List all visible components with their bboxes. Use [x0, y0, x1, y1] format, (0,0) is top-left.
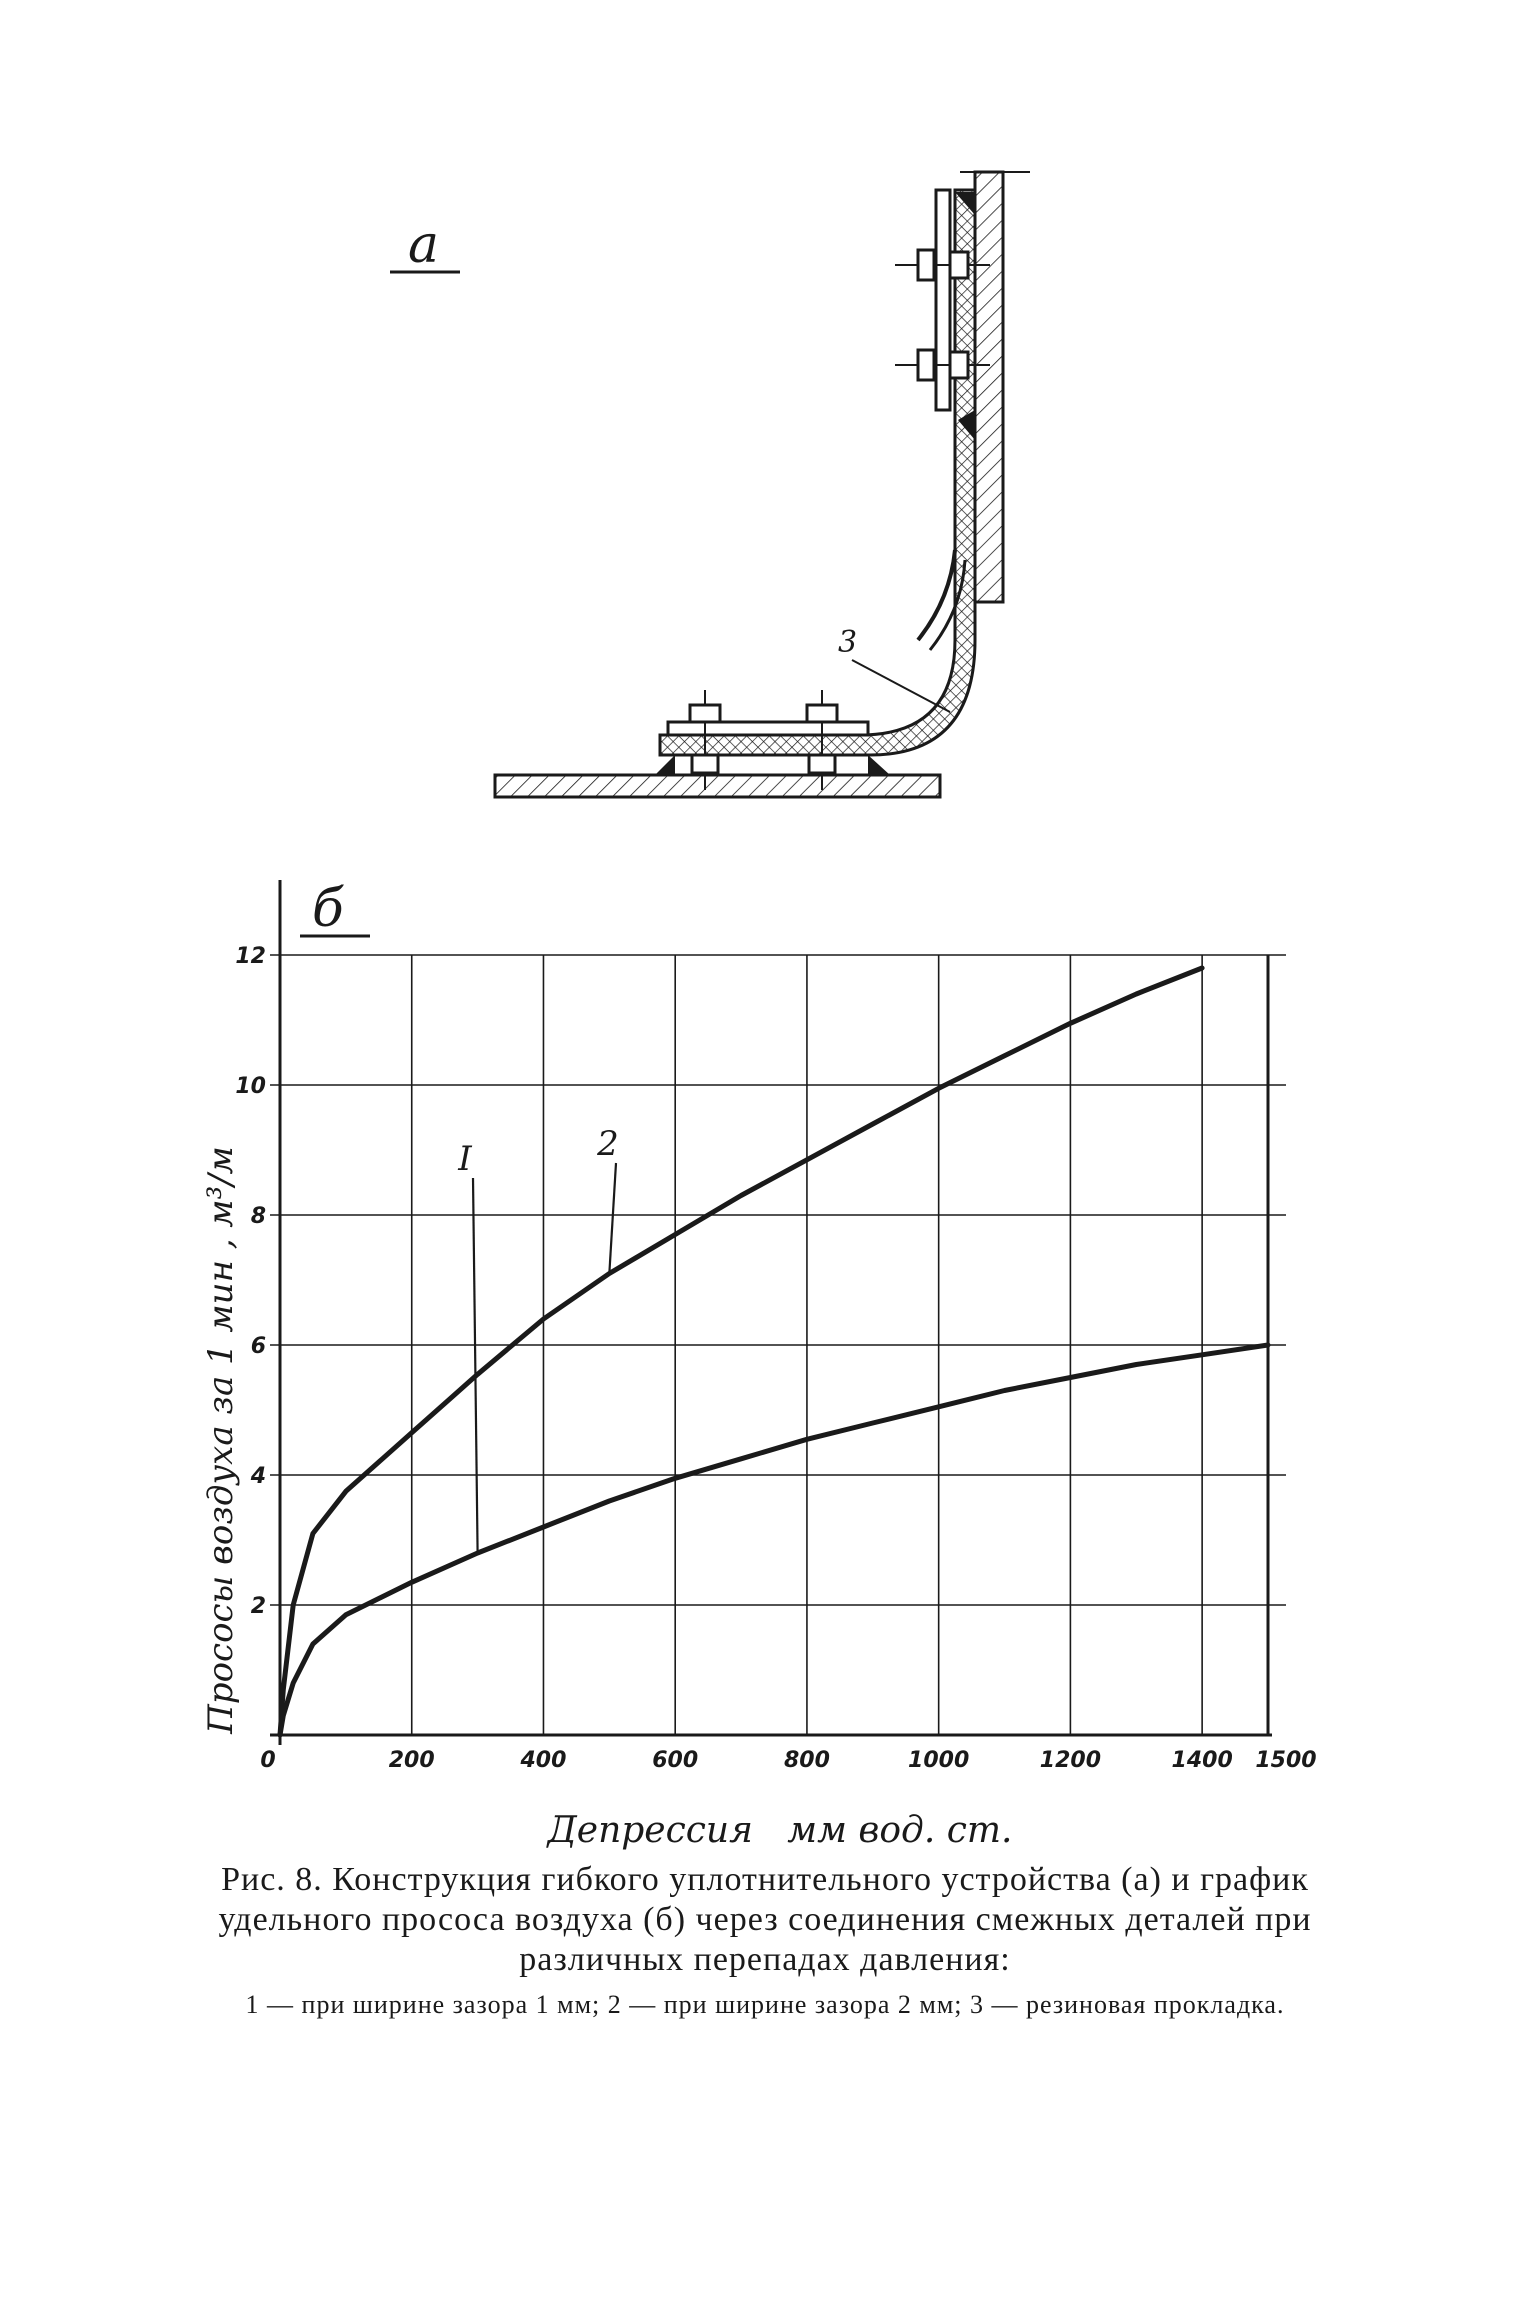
y-axis-label: Прососы воздуха за 1 мин , м³/м [201, 1146, 241, 1734]
wedge-bottom-left [655, 755, 675, 775]
x-tick-label-0: 0 [260, 1748, 276, 1773]
seal-lip [918, 550, 955, 640]
chart-grid [270, 955, 1286, 1735]
y-tick-label-2: 2 [250, 1594, 266, 1619]
chart-axes [270, 880, 1272, 1745]
y-tick-label-8: 8 [250, 1204, 266, 1229]
x-tick-label-600: 600 [652, 1748, 699, 1773]
series-label-2: 2 [597, 1124, 619, 1164]
series-line-2 [280, 968, 1202, 1735]
series-line-I [280, 1345, 1268, 1735]
leakage-chart [0, 840, 1535, 1880]
x-tick-label-1400: 1400 [1171, 1748, 1233, 1773]
figure-b-label: б [312, 879, 344, 939]
series-label-I: I [458, 1139, 472, 1179]
vertical-wall [975, 172, 1003, 602]
seal-drawing [0, 0, 1535, 830]
y-tick-label-6: 6 [250, 1334, 266, 1359]
y-tick-label-12: 12 [235, 944, 266, 969]
x-tick-label-200: 200 [388, 1748, 435, 1773]
series-leader-2 [609, 1163, 616, 1274]
series-leader-I [473, 1178, 478, 1553]
vertical-clamp-plate [936, 190, 950, 410]
x-tick-label-1000: 1000 [908, 1748, 970, 1773]
x-tick-label-1500: 1500 [1255, 1748, 1317, 1773]
chart-tick-labels [235, 944, 1316, 1773]
horizontal-clamp-plate [668, 722, 868, 735]
y-tick-label-10: 10 [235, 1074, 266, 1099]
wedge-bottom-right [868, 755, 890, 775]
part-label-3: 3 [838, 625, 858, 660]
chart-series [280, 968, 1268, 1735]
chart-series-labels [457, 1124, 619, 1553]
part-3-leader [852, 660, 950, 712]
figure-legend: 1 — при ширине зазора 1 мм; 2 — при ширине зазора 2 мм; 3 — резиновая прокладка. [245, 1990, 1285, 2019]
base-plate [495, 775, 940, 797]
figure-caption: Рис. 8. Конструкция гибкого уплотнительного устройства (а) и график удельного прососа воздуха (б) через соединения смежных деталей при различных перепадах давления: [218, 1861, 1312, 1978]
x-axis-label: Депрессия мм вод. ст. [547, 1810, 1013, 1851]
x-tick-label-800: 800 [783, 1748, 830, 1773]
x-tick-label-400: 400 [520, 1748, 567, 1773]
figure-a-label: а [408, 215, 440, 275]
x-tick-label-1200: 1200 [1039, 1748, 1102, 1773]
y-tick-label-4: 4 [250, 1464, 266, 1489]
